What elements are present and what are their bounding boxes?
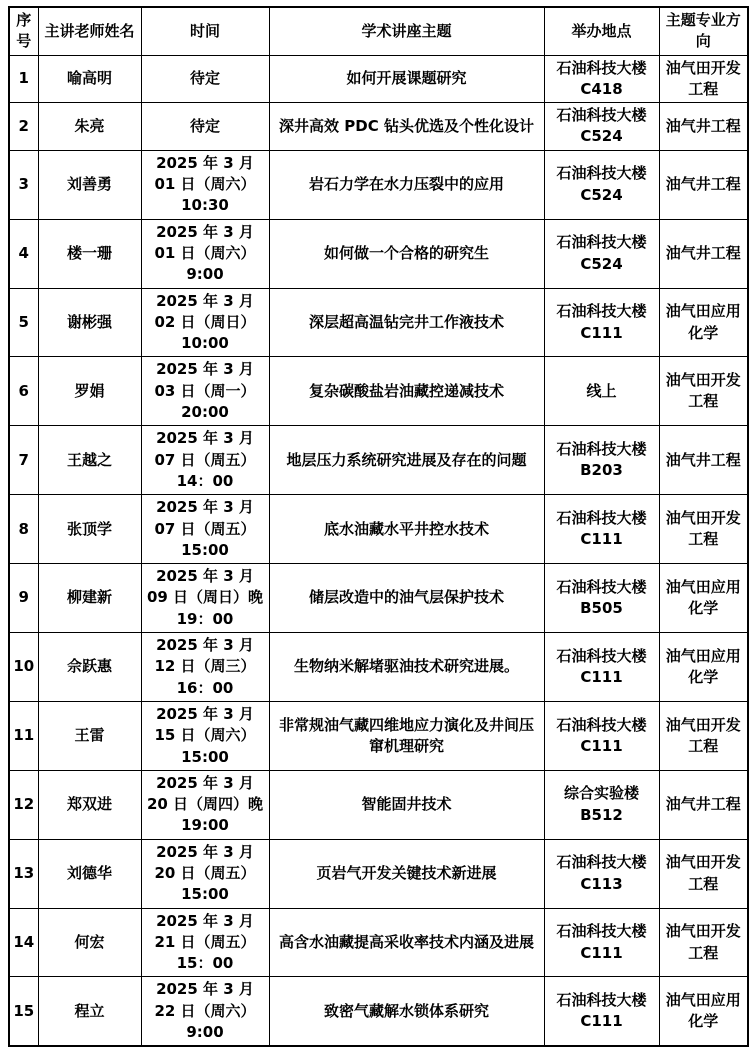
lecture-topic: 深井高效 PDC 钻头优选及个性化设计 — [269, 103, 544, 151]
venue-line: 石油科技大楼 — [556, 302, 647, 321]
lecture-topic: 智能固井技术 — [269, 770, 544, 839]
column-header-topic: 学术讲座主题 — [269, 7, 544, 55]
column-header-time: 时间 — [141, 7, 269, 55]
lecturer-name: 张顶学 — [38, 495, 141, 564]
row-number: 3 — [9, 150, 38, 219]
venue — [544, 357, 659, 426]
table-row — [9, 288, 748, 357]
subject-field: 油气田应用化学 — [659, 564, 748, 633]
lecture-topic: 高含水油藏提高采收率技术内涵及进展 — [269, 908, 544, 977]
venue-line: 线上 — [586, 381, 617, 400]
venue-line: 石油科技大楼 — [556, 106, 647, 125]
lecturer-name: 郑双进 — [38, 770, 141, 839]
header-row — [9, 7, 748, 55]
venue-line: 石油科技大楼 — [556, 164, 647, 183]
venue — [544, 564, 659, 633]
row-number: 8 — [9, 495, 38, 564]
subject-field: 油气田开发工程 — [659, 55, 748, 103]
lecturer-name: 何宏 — [38, 908, 141, 977]
venue-line: C418 — [580, 79, 623, 98]
column-header-venue: 举办地点 — [544, 7, 659, 55]
lecture-time: 2025 年 3 月 01 日（周六）10:30 — [141, 150, 269, 219]
venue-line: 石油科技大楼 — [556, 922, 647, 941]
lecture-schedule-table — [8, 6, 749, 1047]
table-row — [9, 908, 748, 977]
subject-field: 油气田应用化学 — [659, 633, 748, 702]
table-row — [9, 219, 748, 288]
lecturer-name: 刘善勇 — [38, 150, 141, 219]
lecture-time: 2025 年 3 月 07 日（周五）14：00 — [141, 426, 269, 495]
row-number: 12 — [9, 770, 38, 839]
table-row — [9, 55, 748, 103]
subject-field: 油气井工程 — [659, 770, 748, 839]
lecturer-name: 楼一珊 — [38, 219, 141, 288]
venue-line: C113 — [580, 874, 623, 893]
venue-line: C524 — [580, 185, 623, 204]
lecture-time: 2025 年 3 月 02 日（周日）10:00 — [141, 288, 269, 357]
lecture-time: 2025 年 3 月 15 日（周六）15:00 — [141, 701, 269, 770]
lecturer-name: 佘跃惠 — [38, 633, 141, 702]
subject-field: 油气田开发工程 — [659, 839, 748, 908]
venue — [544, 908, 659, 977]
column-header-lecturer: 主讲老师姓名 — [38, 7, 141, 55]
lecturer-name: 罗娟 — [38, 357, 141, 426]
venue-line: B203 — [580, 461, 623, 480]
lecture-topic: 致密气藏解水锁体系研究 — [269, 977, 544, 1046]
lecture-time: 待定 — [141, 103, 269, 151]
venue — [544, 55, 659, 103]
venue-line: 石油科技大楼 — [556, 58, 647, 77]
lecture-time: 2025 年 3 月 21 日（周五）15：00 — [141, 908, 269, 977]
venue — [544, 426, 659, 495]
subject-field: 油气田开发工程 — [659, 495, 748, 564]
venue-line: 石油科技大楼 — [556, 233, 647, 252]
subject-field: 油气田应用化学 — [659, 977, 748, 1046]
row-number: 10 — [9, 633, 38, 702]
lecture-time: 2025 年 3 月 03 日（周一）20:00 — [141, 357, 269, 426]
table-row — [9, 770, 748, 839]
row-number: 2 — [9, 103, 38, 151]
lecture-topic: 底水油藏水平井控水技术 — [269, 495, 544, 564]
lecture-time: 2025 年 3 月 20 日（周五）15:00 — [141, 839, 269, 908]
venue-line: B512 — [580, 805, 623, 824]
subject-field: 油气田开发工程 — [659, 357, 748, 426]
lecture-time: 待定 — [141, 55, 269, 103]
row-number: 7 — [9, 426, 38, 495]
lecture-time: 2025 年 3 月 12 日（周三）16：00 — [141, 633, 269, 702]
venue-line: 石油科技大楼 — [556, 577, 647, 596]
lecturer-name: 程立 — [38, 977, 141, 1046]
table-row — [9, 495, 748, 564]
lecture-time: 2025 年 3 月 20 日（周四）晚 19:00 — [141, 770, 269, 839]
table-row — [9, 633, 748, 702]
venue-line: C111 — [580, 667, 623, 686]
subject-field: 油气田开发工程 — [659, 908, 748, 977]
lecturer-name: 柳建新 — [38, 564, 141, 633]
venue-line: C111 — [580, 736, 623, 755]
table-row — [9, 103, 748, 151]
lecturer-name: 刘德华 — [38, 839, 141, 908]
table-row — [9, 426, 748, 495]
table-row — [9, 150, 748, 219]
venue — [544, 103, 659, 151]
subject-field: 油气田应用化学 — [659, 288, 748, 357]
venue-line: C524 — [580, 254, 623, 273]
venue-line: 石油科技大楼 — [556, 715, 647, 734]
venue — [544, 495, 659, 564]
row-number: 14 — [9, 908, 38, 977]
row-number: 15 — [9, 977, 38, 1046]
lecturer-name: 谢彬强 — [38, 288, 141, 357]
venue-line: C111 — [580, 530, 623, 549]
venue-line: 石油科技大楼 — [556, 508, 647, 527]
venue — [544, 977, 659, 1046]
venue — [544, 288, 659, 357]
lecture-time: 2025 年 3 月 01 日（周六）9:00 — [141, 219, 269, 288]
lecturer-name: 喻高明 — [38, 55, 141, 103]
lecture-topic: 如何做一个合格的研究生 — [269, 219, 544, 288]
table-row — [9, 357, 748, 426]
row-number: 4 — [9, 219, 38, 288]
lecture-time: 2025 年 3 月 07 日（周五）15:00 — [141, 495, 269, 564]
row-number: 5 — [9, 288, 38, 357]
table-header — [9, 7, 748, 55]
column-header-field: 主题专业方向 — [659, 7, 748, 55]
venue-line: C111 — [580, 323, 623, 342]
row-number: 13 — [9, 839, 38, 908]
lecture-time: 2025 年 3 月 09 日（周日）晚 19：00 — [141, 564, 269, 633]
lecture-topic: 生物纳米解堵驱油技术研究进展。 — [269, 633, 544, 702]
subject-field: 油气井工程 — [659, 219, 748, 288]
lecture-topic: 如何开展课题研究 — [269, 55, 544, 103]
venue — [544, 770, 659, 839]
lecturer-name: 朱亮 — [38, 103, 141, 151]
column-header-number: 序号 — [9, 7, 38, 55]
table-body — [9, 55, 748, 1046]
subject-field: 油气井工程 — [659, 103, 748, 151]
lecture-topic: 岩石力学在水力压裂中的应用 — [269, 150, 544, 219]
venue-line: C524 — [580, 127, 623, 146]
lecture-topic: 页岩气开发关键技术新进展 — [269, 839, 544, 908]
lecture-topic: 复杂碳酸盐岩油藏控递减技术 — [269, 357, 544, 426]
row-number: 11 — [9, 701, 38, 770]
venue — [544, 150, 659, 219]
lecturer-name: 王越之 — [38, 426, 141, 495]
venue-line: C111 — [580, 943, 623, 962]
lecture-topic: 储层改造中的油气层保护技术 — [269, 564, 544, 633]
row-number: 6 — [9, 357, 38, 426]
venue — [544, 701, 659, 770]
venue-line: 石油科技大楼 — [556, 439, 647, 458]
table-row — [9, 839, 748, 908]
subject-field: 油气田开发工程 — [659, 701, 748, 770]
row-number: 9 — [9, 564, 38, 633]
table-row — [9, 564, 748, 633]
lecture-topic: 深层超高温钻完井工作液技术 — [269, 288, 544, 357]
table-row — [9, 977, 748, 1046]
lecture-topic: 地层压力系统研究进展及存在的问题 — [269, 426, 544, 495]
venue-line: 石油科技大楼 — [556, 991, 647, 1010]
venue-line: 石油科技大楼 — [556, 646, 647, 665]
venue — [544, 219, 659, 288]
table-row — [9, 701, 748, 770]
row-number: 1 — [9, 55, 38, 103]
lecturer-name: 王雷 — [38, 701, 141, 770]
venue-line: C111 — [580, 1012, 623, 1031]
venue — [544, 839, 659, 908]
lecture-topic: 非常规油气藏四维地应力演化及井间压窜机理研究 — [269, 701, 544, 770]
venue-line: B505 — [580, 599, 623, 618]
venue-line: 综合实验楼 — [563, 784, 639, 803]
subject-field: 油气井工程 — [659, 150, 748, 219]
venue — [544, 633, 659, 702]
venue-line: 石油科技大楼 — [556, 853, 647, 872]
lecture-time: 2025 年 3 月 22 日（周六）9:00 — [141, 977, 269, 1046]
subject-field: 油气井工程 — [659, 426, 748, 495]
